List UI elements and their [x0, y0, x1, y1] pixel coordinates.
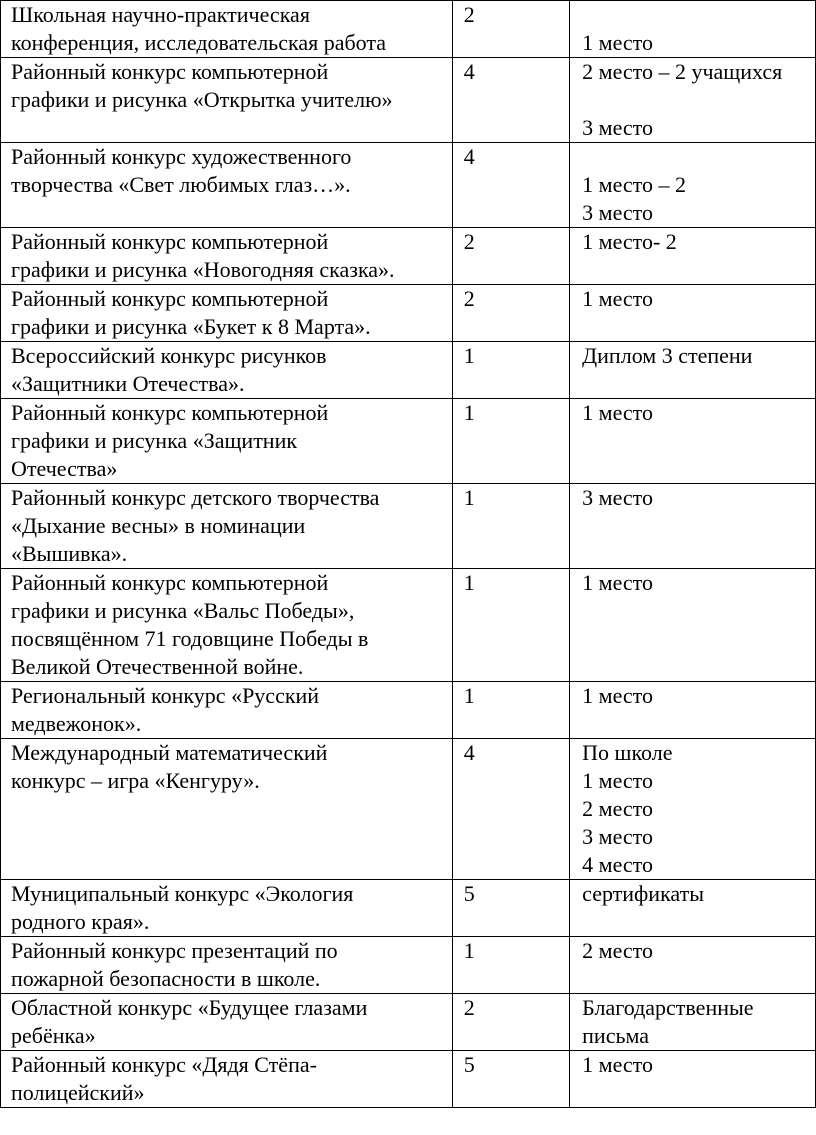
participants-count-cell: 4 — [452, 143, 569, 228]
result-cell: 2 место – 2 учащихся 3 место — [570, 58, 816, 143]
result-cell: 3 место — [570, 484, 816, 569]
result-cell: 1 место — [570, 569, 816, 682]
competition-name-cell: Региональный конкурс «Русский медвежонок». — [1, 682, 453, 739]
participants-count-cell: 1 — [452, 342, 569, 399]
result-cell: Благодарственные письма — [570, 994, 816, 1051]
participants-count-cell: 1 — [452, 569, 569, 682]
competition-name-cell: Районный конкурс компьютерной графики и рисунка «Вальс Победы», посвящённом 71 годовщине Победы в Великой Отечественной войне. — [1, 569, 453, 682]
participants-count-cell: 2 — [452, 994, 569, 1051]
participants-count-cell: 1 — [452, 484, 569, 569]
result-cell: 1 место – 2 3 место — [570, 143, 816, 228]
table-row — [1, 228, 816, 285]
result-cell: 1 место — [570, 1, 816, 58]
competition-name-cell: Районный конкурс «Дядя Стёпа- полицейский» — [1, 1051, 453, 1108]
competition-name-cell: Районный конкурс компьютерной графики и рисунка «Открытка учителю» — [1, 58, 453, 143]
table-row — [1, 342, 816, 399]
table-row — [1, 1, 816, 58]
participants-count-cell: 4 — [452, 58, 569, 143]
table-row — [1, 569, 816, 682]
table-row — [1, 58, 816, 143]
competition-name-cell: Районный конкурс компьютерной графики и рисунка «Новогодняя сказка». — [1, 228, 453, 285]
result-cell: сертификаты — [570, 880, 816, 937]
competition-name-cell: Школьная научно-практическая конференция, исследовательская работа — [1, 1, 453, 58]
participants-count-cell: 5 — [452, 880, 569, 937]
participants-count-cell: 1 — [452, 682, 569, 739]
table-row — [1, 994, 816, 1051]
table-row — [1, 285, 816, 342]
result-cell: 1 место — [570, 399, 816, 484]
participants-count-cell: 2 — [452, 1, 569, 58]
competition-name-cell: Муниципальный конкурс «Экология родного края». — [1, 880, 453, 937]
table-row — [1, 682, 816, 739]
participants-count-cell: 1 — [452, 399, 569, 484]
participants-count-cell: 2 — [452, 228, 569, 285]
competition-name-cell: Международный математический конкурс – игра «Кенгуру». — [1, 739, 453, 880]
result-cell: 2 место — [570, 937, 816, 994]
table-row — [1, 937, 816, 994]
competition-name-cell: Всероссийский конкурс рисунков «Защитники Отечества». — [1, 342, 453, 399]
competition-name-cell: Районный конкурс компьютерной графики и рисунка «Букет к 8 Марта». — [1, 285, 453, 342]
participants-count-cell: 4 — [452, 739, 569, 880]
result-cell: 1 место — [570, 285, 816, 342]
competition-name-cell: Областной конкурс «Будущее глазами ребёнка» — [1, 994, 453, 1051]
competition-name-cell: Районный конкурс художественного творчества «Свет любимых глаз…». — [1, 143, 453, 228]
result-cell: 1 место- 2 — [570, 228, 816, 285]
participants-count-cell: 2 — [452, 285, 569, 342]
table-body — [1, 1, 816, 1108]
result-cell: 1 место — [570, 1051, 816, 1108]
table-row — [1, 399, 816, 484]
competition-name-cell: Районный конкурс детского творчества «Дыхание весны» в номинации «Вышивка». — [1, 484, 453, 569]
result-cell: Диплом 3 степени — [570, 342, 816, 399]
result-cell: По школе 1 место 2 место 3 место 4 место — [570, 739, 816, 880]
table-row — [1, 739, 816, 880]
competition-name-cell: Районный конкурс презентаций по пожарной безопасности в школе. — [1, 937, 453, 994]
participants-count-cell: 5 — [452, 1051, 569, 1108]
result-cell: 1 место — [570, 682, 816, 739]
table-row — [1, 880, 816, 937]
table-row — [1, 1051, 816, 1108]
participants-count-cell: 1 — [452, 937, 569, 994]
competition-name-cell: Районный конкурс компьютерной графики и рисунка «Защитник Отечества» — [1, 399, 453, 484]
table-row — [1, 484, 816, 569]
table-row — [1, 143, 816, 228]
